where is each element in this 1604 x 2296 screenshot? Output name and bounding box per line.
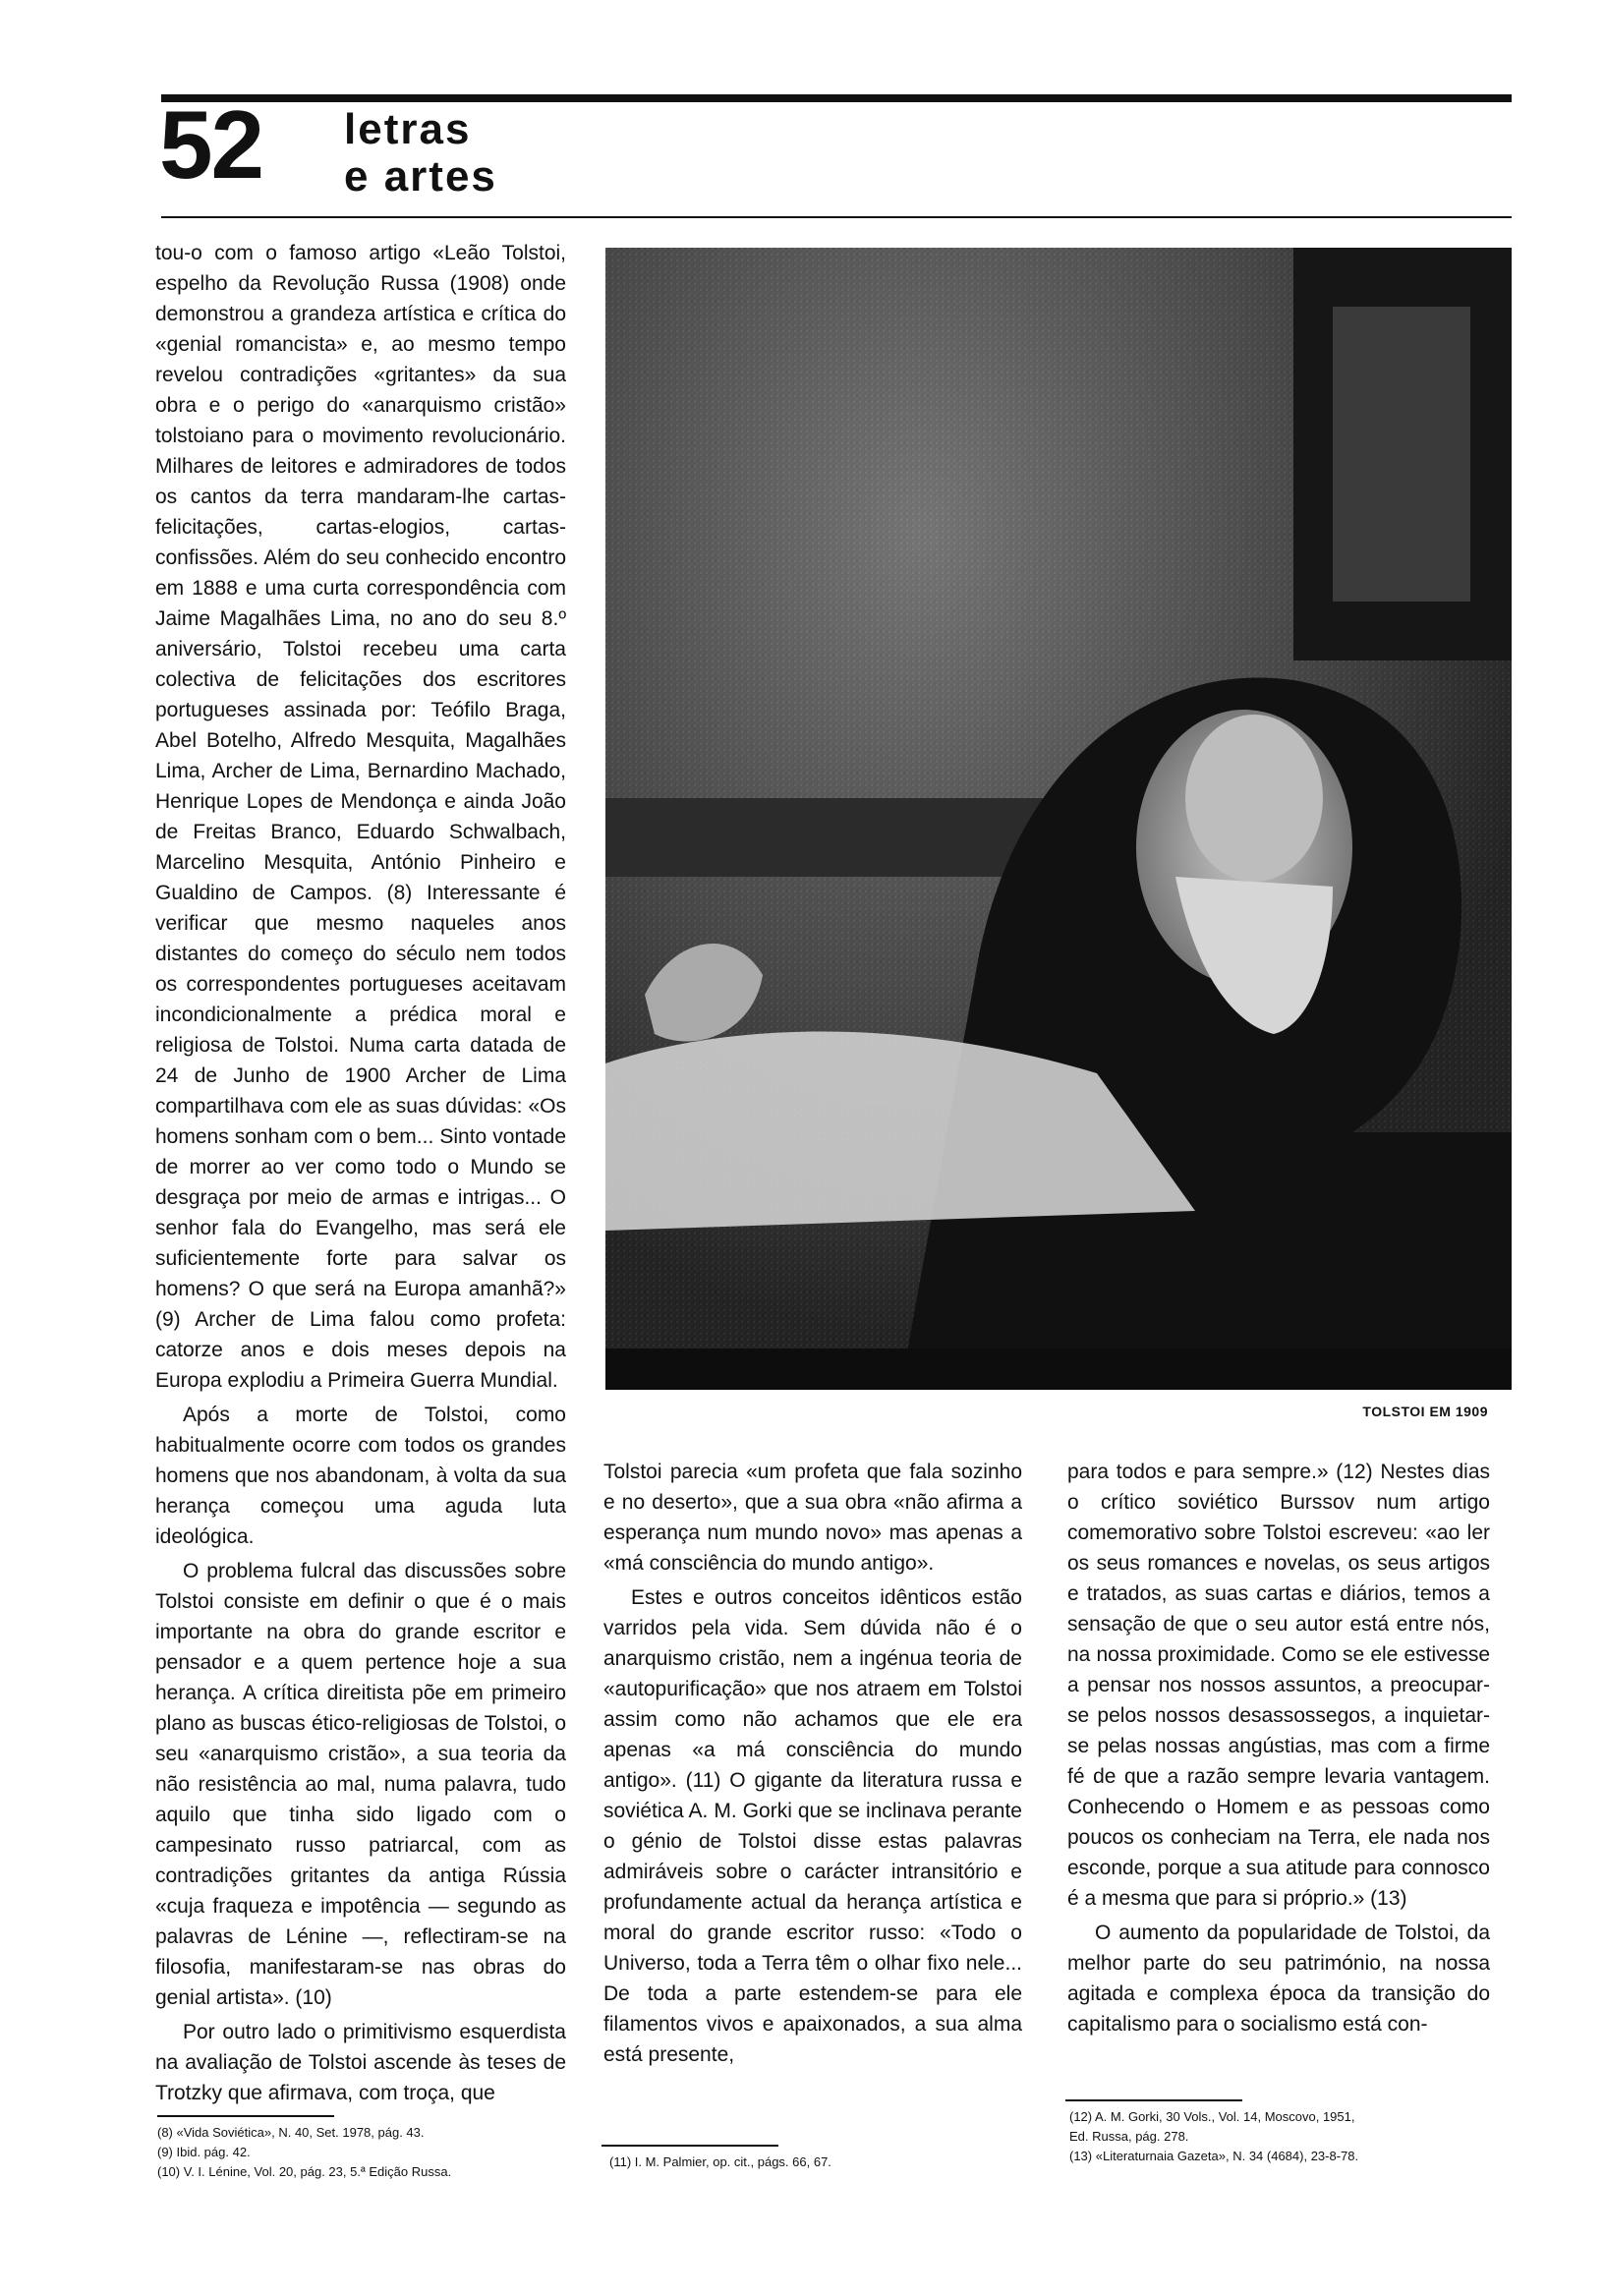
footnotes-column-2 (609, 2152, 831, 2172)
paragraph: Após a morte de Tolstoi, como habitualmente ocorre com todos os grandes homens que nos abandonam, à volta da sua herança começou uma aguda luta ideológica. (155, 1404, 566, 1548)
footnote: (9) Ibid. pág. 42. (157, 2145, 251, 2159)
page-number: 52 (159, 90, 263, 199)
footnote: (10) V. I. Lénine, Vol. 20, pág. 23, 5.ª Edição Russa. (157, 2164, 452, 2179)
magazine-title-line2: e artes (344, 152, 497, 201)
paragraph: Por outro lado o primitivismo esquerdista na avaliação de Tolstoi ascende às teses de Trotzky que afirmava, com troça, que (155, 2021, 566, 2104)
magazine-title (344, 106, 497, 201)
paragraph: O problema fulcral das discussões sobre Tolstoi consiste em definir o que é o mais importante na obra do grande escritor e pensador e a quem pertence hoje a sua herança. A crítica direitista põe em primeiro plano as buscas ético-religiosas de Tolstoi, o seu «anarquismo cristão», a sua teoria da não resistência ao mal, numa palavra, tudo aquilo que tinha sido ligado com o campesinato russo patriarcal, com as contradições gritantes da antiga Rússia «cuja fraqueza e impotência — segundo as palavras de Lénine —, reflectiram-se na filosofia, manifestaram-se nas obras do genial artista». (10) (155, 1560, 566, 2009)
footnote: (8) «Vida Soviética», N. 40, Set. 1978, pág. 43. (157, 2125, 425, 2140)
footnote-rule (1065, 2099, 1242, 2101)
magazine-title-line1: letras (344, 105, 472, 153)
paragraph: Tolstoi parecia «um profeta que fala sozinho e no deserto», que a sua obra «não afirma a esperança num mundo novo» mas apenas a «má consciência do mundo antigo». (603, 1461, 1022, 1575)
footnote: (13) «Literaturnaia Gazeta», N. 34 (4684), 23-8-78. (1069, 2149, 1359, 2163)
photo-caption: TOLSTOI EM 1909 (1362, 1404, 1488, 1419)
header-top-rule (161, 94, 1512, 102)
article-column-1 (155, 238, 566, 2112)
tolstoi-photo (605, 248, 1512, 1390)
paragraph: O aumento da popularidade de Tolstoi, da melhor parte do seu património, na nossa agitada e complexa época da transição do capitalismo para o socialismo está con- (1067, 1922, 1490, 2036)
article-column-3 (1067, 1457, 1490, 2043)
footnote-rule (157, 2115, 334, 2117)
footnotes-column-1 (157, 2123, 451, 2182)
footnote: Ed. Russa, pág. 278. (1069, 2129, 1189, 2144)
footnote: (12) A. M. Gorki, 30 Vols., Vol. 14, Moscovo, 1951, (1069, 2109, 1355, 2124)
portrait-image (605, 248, 1512, 1390)
paragraph: para todos e para sempre.» (12) Nestes dias o crítico soviético Burssov num artigo comemorativo sobre Tolstoi escreveu: «ao ler os seus romances e novelas, os seus artigos e tratados, as suas cartas e diários, temos a sensação de que o seu autor está entre nós, na nossa proximidade. Como se ele estivesse a pensar nos nossos assuntos, a preocupar-se pelos nossos desassossegos, a inquietar-se pelas nossas angústias, mas com a firme fé de que a razão sempre levaria vantagem. Conhecendo o Homem e as pessoas como poucos os conheciam na Terra, ele nada nos esconde, porque a sua atitude para connosco é a mesma que para si próprio.» (13) (1067, 1461, 1490, 1910)
footnote-rule (602, 2145, 778, 2147)
paragraph: Estes e outros conceitos idênticos estão varridos pela vida. Sem dúvida não é o anarquismo cristão, nem a ingénua teoria de «autopurificação» que nos atraem em Tolstoi assim como não achamos que ele era apenas «a má consciência do mundo antigo». (11) O gigante da literatura russa e soviética A. M. Gorki que se inclinava perante o génio de Tolstoi disse estas palavras admiráveis sobre o carácter intransitório e profundamente actual da herança artística e moral do grande escritor russo: «Todo o Universo, toda a Terra têm o olhar fixo nele... De toda a parte estendem-se para ele filamentos vivos e apaixonados, a sua alma está presente, (603, 1586, 1022, 2066)
article-column-2 (603, 1457, 1022, 2074)
footnote: (11) I. M. Palmier, op. cit., págs. 66, 67. (609, 2154, 831, 2169)
paragraph: tou-o com o famoso artigo «Leão Tolstoi, espelho da Revolução Russa (1908) onde demonstrou a grandeza artística e crítica do «genial romancista» e, ao mesmo tempo revelou contradições «gritantes» da sua obra e o perigo do «anarquismo cristão» tolstoiano para o movimento revolucionário. Milhares de leitores e admiradores de todos os cantos da terra mandaram-lhe cartas-felicitações, cartas-elogios, cartas-confissões. Além do seu conhecido encontro em 1888 e uma curta correspondência com Jaime Magalhães Lima, no ano do seu 8.º aniversário, Tolstoi recebeu uma carta colectiva de felicitações dos escritores portugueses assinada por: Teófilo Braga, Abel Botelho, Alfredo Mesquita, Magalhães Lima, Archer de Lima, Bernardino Machado, Henrique Lopes de Mendonça e ainda João de Freitas Branco, Eduardo Schwalbach, Marcelino Mesquita, António Pinheiro e Gualdino de Campos. (8) Interessante é verificar que mesmo naqueles anos distantes do começo do século nem todos os correspondentes portugueses aceitavam incondicionalmente a prédica moral e religiosa de Tolstoi. Numa carta datada de 24 de Junho de 1900 Archer de Lima compartilhava com ele as suas dúvidas: «Os homens sonham com o bem... Sinto vontade de morrer ao ver como todo o Mundo se desgraça por meio de armas e intrigas... O senhor fala do Evangelho, mas será ele suficientemente forte para salvar os homens? O que será na Europa amanhã?» (9) Archer de Lima falou como profeta: catorze anos e dois meses depois na Europa explodiu a Primeira Guerra Mundial. (155, 242, 566, 1392)
footnotes-column-3 (1069, 2107, 1358, 2166)
header-bottom-rule (161, 216, 1512, 218)
